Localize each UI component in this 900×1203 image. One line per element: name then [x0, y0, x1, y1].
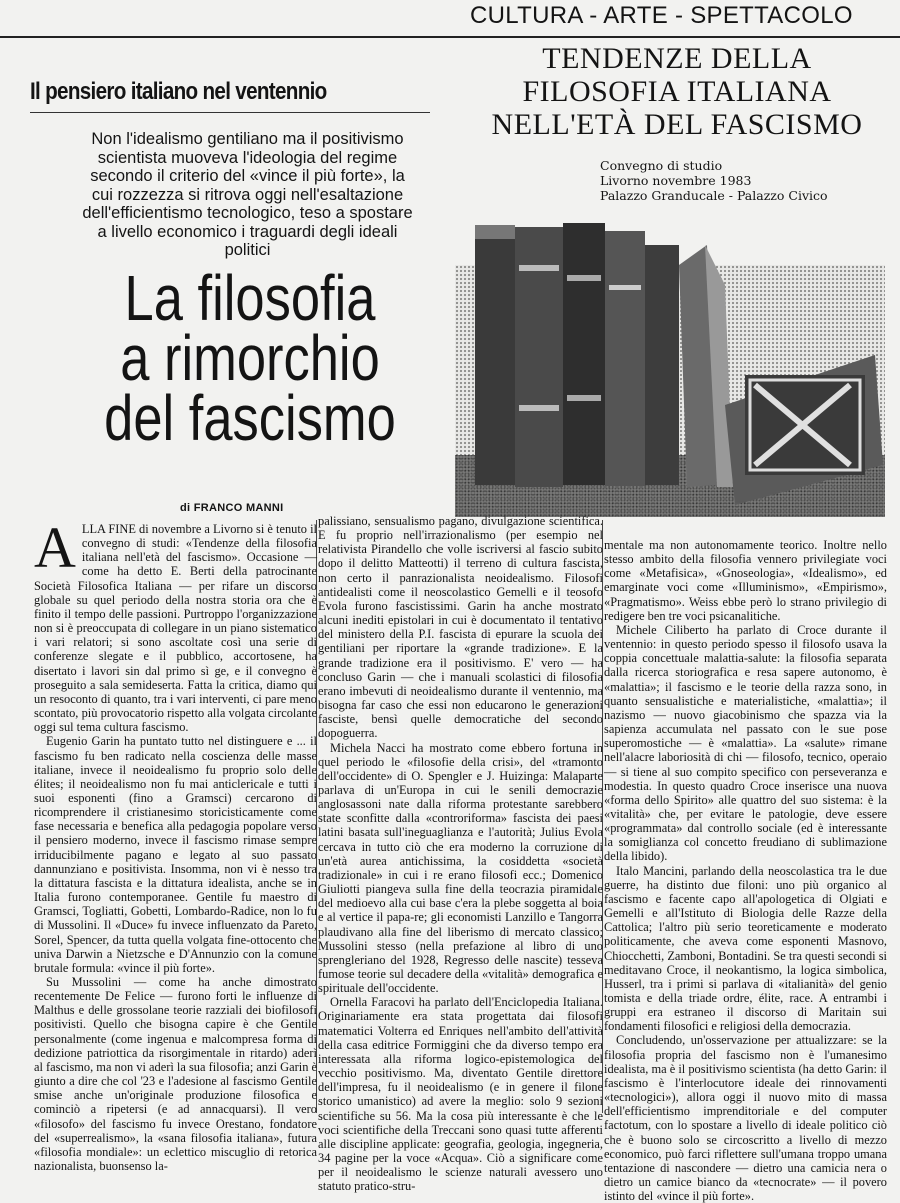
paragraph: Ornella Faracovi ha parlato dell'Enciclopedia Italiana. Originariamente era stata progettata dai filosofi matematici Volterra ed Enriques nell'ambito dell'attività della casa editrice Formiggini che da diverso tempo era interessata alla riforma logico-epistemologica del vecchio positivismo. Ma, diventato Gentile direttore dell'impresa, fu il neoidealismo (e in genere il filone storico umanistico) ad avere la meglio: solo 9 sezioni scientifiche su 56. Ma la cosa più interessante è che le voci scientifiche della Treccani sono quasi tutte afferenti alle discipline applicate: geografia, geologia, ingegneria, 34 pagine per la voce «Acqua». Ciò a significare come per il neoidealismo le scienze naturali avessero uno statuto pratico-stru-: [318, 995, 603, 1194]
section-header: CULTURA - ARTE - SPETTACOLO: [470, 2, 853, 29]
headline-line: del fascismo: [104, 382, 396, 454]
event-title-line: TENDENZE DELLA: [542, 42, 812, 75]
drop-cap: A: [34, 515, 76, 580]
event-title: [462, 42, 892, 141]
kicker: Il pensiero italiano nel ventennio: [30, 78, 327, 105]
paragraph: Michele Ciliberto ha parlato di Croce durante il ventennio: in questo periodo spesso il filosofo usava la coppia concettuale malattia-salute: la filosofia separata dalla ricerca storiografica e resa sapere autonomo, è «malattia»; il fascismo e le teorie della razza sono, in quanto sensualistiche e materialistiche, «malattia»; il nazismo — nuovo giacobinismo che spazza via la sapienza accumulata nel passato con le sue pose superomostiche — è «malattia». La «salute» rimane nell'alacre laboriosità di chi — filosofo, tecnico, operaio — si tiene al suo compito specifico con perseveranza e modestia. In questo quadro Croce inserisce una nuova «forma dello Spirito» alle quattro del suo sistema: è la «vitalità» che, per evitare le patologie, deve essere «programmata» dal controllo sociale (ed è interessante la somiglianza col concetto freudiano di sublimazione della libido).: [604, 622, 887, 864]
event-title-line: NELL'ETÀ DEL FASCISMO: [491, 108, 863, 141]
article-column-3: [604, 538, 887, 1203]
event-subtitle-line: Convegno di studio: [600, 158, 723, 173]
paragraph: Eugenio Garin ha puntato tutto nel distinguere e ... il fascismo fu ben radicato nella coscienza delle masse italiane, invece il neoidealismo fu proprio solo delle élites; il neoidealismo non fu mai anticlericale e tutti i suoi esponenti (fino a Gramsci) cercarono di ricomprendere il cristianesimo storicisticamente come fase necessaria e benefica alla pedagogia popolare verso il pensiero moderno, invece il fascismo rimase sempre irriducibilmente pagano e legato al suo passato dannunziano e positivista. Insomma, non vi è nesso tra la dittatura fascista e la dittatura idealista, anche se in Italia furono contemporanee. Gentile fu maestro di Gramsci, Togliatti, Gobetti, Lombardo-Radice, non lo fu di Mussolini. Il «Duce» fu invece influenzato da Pareto, Sorel, Spencer, da tutta quella volgata fine-ottocento che univa Darwin a Nietzsche e D'Annunzio con la comune brutale formula: «vince il più forte».: [34, 734, 317, 975]
paragraph: [34, 515, 317, 735]
books-illustration: [455, 205, 885, 517]
event-subtitle: [600, 158, 880, 203]
top-rule: [0, 36, 900, 38]
paragraph: Su Mussolini — come ha anche dimostrato recentemente De Felice — furono forti le influenze di Malthus e delle grossolane teorie razziali dei biofilosofi positivisti. Quello che bisogna capire è che Gentile personalmente (come ingenua e malcompresa forma di dedizione patriottica da risorgimentale in ritardo) aderì al fascismo, ma non vi aderì la sua filosofia; anzi Garin è giunto a dire che col '23 e l'adesione al fascismo Gentile smise anche un'originale produzione filosofica e cominciò a ripetersi (e ad annacquarsi). Il vero «filosofo» del fascismo fu invece Orestano, fondatore del «superrealismo», la «sana filosofia italiana», futura «filosofia mondiale»: un eclettico miscuglio di retorica nazionalista, buonsenso la-: [34, 975, 317, 1174]
paragraph-text: LLA FINE di novembre a Livorno si è tenuto il convegno di studi: «Tendenze della filosofia italiana nell'età del fascismo». Occasione — come ha detto E. Berti della patrocinante Società Filosofica Italiana — per rifare un discorso globale su quel periodo della nostra storia ora che è finito il tempo delle passioni. Purtroppo l'organizzazione non si è preoccupata di collegare in un piano sistematico i vari relatori; si sono ascoltate così una serie di conferenze slegate e il pubblico, accortosene, ha disertato i lavori sin dal primo sì ge, e il convegno è proseguito a sala semideserta. Fatta la critica, diamo qui un resoconto di quanto, tra i vari interventi, ci pare meno scontato, più provocatorio rispetto alla volgata circolante oggi sul tema cultura fascismo.: [34, 522, 317, 735]
headline: [86, 262, 414, 454]
headline-line: a rimorchio: [120, 322, 380, 394]
book-spines: [475, 223, 733, 487]
article-column-2: [318, 514, 603, 1194]
byline: di FRANCO MANNI: [180, 502, 284, 514]
paragraph: Concludendo, un'osservazione per attualizzare: se la filosofia propria del fascismo non è l'umanesimo idealista, ma è il positivismo scientista (ha detto Garin: il fascismo è l'interlocutore ideale dei rinnovamenti «tecnologici»), allora oggi il nuovo mito di massa dell'efficientismo imprenditoriale e del computer factotum, con lo spostare a livello di ideale politico ciò che è buono solo se circoscritto a livello di mezzo economico, può farci riflettere sull'umana troppo umana tentazione di nascondere — dietro una camicia nera o dietro un camice bianco da «tecnocrate» — il povero istinto del «vince il più forte».: [604, 1033, 887, 1203]
paragraph: Michela Nacci ha mostrato come ebbero fortuna in quel periodo le «filosofie della crisi», del «tramonto dell'occidente» di O. Spengler e J. Huizinga: Malaparte parlava di un'Europa in cui le senili democrazie anglosassoni nate dalla riforma protestante sarebbero state sconfitte dalla «controriforma» fascista dei paesi latini basata sull'ineguaglianza e l'autorità; Julius Evola cercava in tutto ciò che era moderno la corruzione di un'età aurea antichissima, la cosiddetta «società tradizionale» in cui i re erano filosofi ecc.; Domenico Giuliotti piangeva sulla fine della teocrazia piramidale del medioevo alla cui base c'era la plebe soggetta al boia e al vertice il papa-re; gli economisti Lanzillo e Tangorra plaudivano alla fine del liberismo di mercato classico; Mussolini stesso (nella prefazione al libro di uno sprengleriano del 1928, Regresso delle nascite) tesseva fumose teorie sul decadere della «vitalità» demografica e spirituale dell'occidente.: [318, 740, 603, 996]
paragraph: palissiano, sensualismo pagano, divulgazione scientifica. E fu proprio nell'irrazionalismo (per esempio nel relativista Pirandello che volle iscriversi al fascio subito dopo il delitto Matteotti) il terreno di cultura fascista, non certo il panrazionalista neoidealismo. Filosofi antidealisti come il neoscolastico Gemelli e il teosofo Evola furono fascistissimi. Garin ha anche mostrato alcuni inediti epistolari in cui è documentato il tentativo del ministero della P.I. fascista di epurare la scuola dei gentiliani per riportare la «grande tradizione». E la grande tradizione era il positivismo. E' vero — ha concluso Garin — che i manuali scolastici di filosofia erano imbevuti di neoidealismo durante il ventennio, ma bisogna far caso che essi non educarono le generazioni fasciste, bensì quelle democratiche del secondo dopoguerra.: [318, 514, 603, 741]
paragraph: mentale ma non autonomamente teorico. Inoltre nello stesso ambito della filosofia vennero privilegiate voci come «Metafisica», «Gnoseologia», «Idealismo», ed emarginate voci come «Illuminismo», «Empirismo», «Pragmatismo». Weiss ebbe però lo strano privilegio di redigere ben tre voci psicanalitiche.: [604, 538, 887, 623]
event-subtitle-line: Livorno novembre 1983: [600, 173, 752, 188]
event-title-line: FILOSOFIA ITALIANA: [522, 75, 832, 108]
headline-line: La filosofia: [124, 262, 376, 334]
paragraph: Italo Mancini, parlando della neoscolastica tra le due guerre, ha distinto due filoni: uno più organico al fascismo e facente capo all'apologetica di Olgiati e Gemelli e all'Istituto di Biologia delle Razze della Cattolica; l'altro più serio teoreticamente e moderato politicamente, che aveva come esponenti Masnovo, Chiocchetti, Zamboni, Bontadini. Se tra questi secondi si meditavano Croce, il neokantismo, la logica simbolica, Husserl, tra i primi si parlava di «italianità» del genio tomista e della triade ordre, élite, race. A entrambi i gruppi era estraneo il discorso di Maritain sui fondamenti filosofici e religiosi della democrazia.: [604, 863, 887, 1034]
deck: Non l'idealismo gentiliano ma il positivismo scientista muoveva l'ideologia del regime secondo il criterio del «vince il più forte», la cui rozzezza si ritrova oggi nell'esaltazione dell'efficientismo tecnologico, teso a spostare a livello economico i traguardi degli ideali politici: [82, 130, 413, 259]
kicker-underline: [30, 112, 430, 113]
event-subtitle-line: Palazzo Granducale - Palazzo Civico: [600, 188, 828, 203]
article-column-1: [34, 515, 317, 1174]
